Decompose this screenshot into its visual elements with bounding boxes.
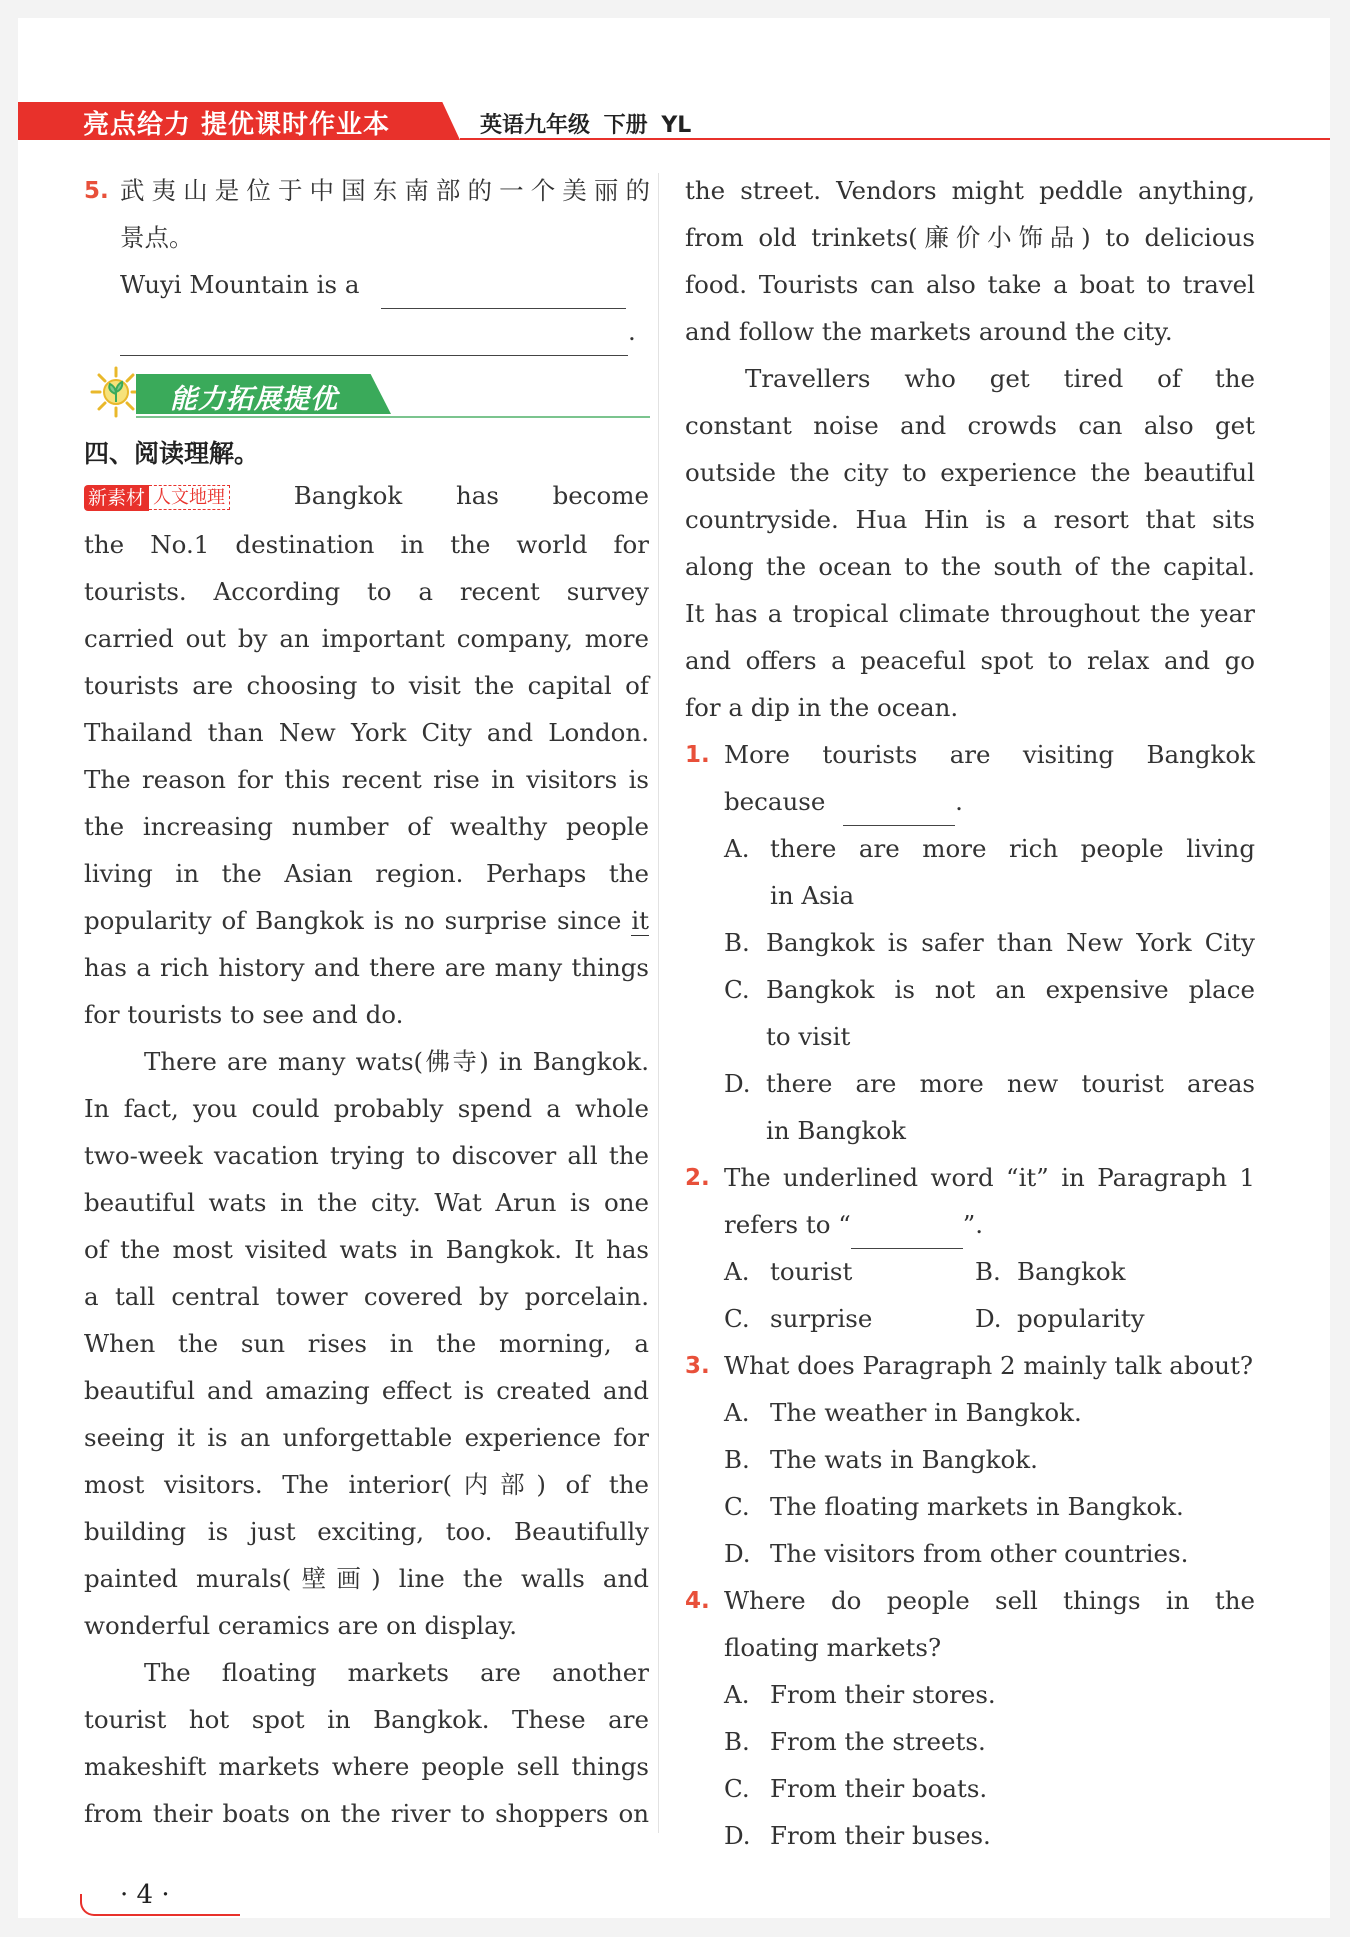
underlined-word: it	[631, 906, 649, 935]
q1-stem-line: More tourists are visiting Bangkok	[724, 740, 1255, 769]
q5-prompt-row	[120, 262, 650, 309]
q1-option-c[interactable]: Bangkok is not an expensive place	[766, 975, 1255, 1004]
q2-option-b[interactable]: Bangkok	[1017, 1257, 1126, 1286]
q3-option-letter: A.	[724, 1398, 750, 1427]
passage-line: for tourists to see and do.	[84, 1000, 404, 1029]
passage-line: The reason for this recent rise in visitors is	[84, 765, 649, 794]
q5-prompt: Wuyi Mountain is a	[120, 270, 360, 299]
q1-option-a-cont: in Asia	[770, 881, 855, 910]
passage-line: tourist hot spot in Bangkok. These are	[84, 1705, 649, 1734]
q1-stem-text: because	[724, 787, 826, 816]
passage-line: the increasing number of wealthy people	[84, 812, 649, 841]
q1-answer-blank[interactable]	[843, 797, 955, 826]
q1-option-c-cont: to visit	[766, 1022, 851, 1051]
q4-option-letter: B.	[724, 1727, 750, 1756]
passage-line: constant noise and crowds can also get	[685, 411, 1255, 440]
q2-stem-text: refers to “	[724, 1210, 851, 1239]
passage-line: There are many wats(佛寺) in Bangkok.	[144, 1047, 649, 1076]
page-header	[18, 86, 1330, 144]
q2-option-d[interactable]: popularity	[1017, 1304, 1145, 1333]
passage-line: When the sun rises in the morning, a	[84, 1329, 649, 1358]
page-number-footer	[80, 1880, 240, 1916]
q2-option-letter: A.	[724, 1257, 750, 1286]
q3-option-b[interactable]: The wats in Bangkok.	[770, 1445, 1038, 1474]
page-number-rule	[110, 1914, 240, 1916]
q5-number: 5.	[84, 178, 109, 204]
passage-text: Bangkok has become	[293, 481, 650, 510]
q3-option-letter: B.	[724, 1445, 750, 1474]
q2-answer-blank[interactable]	[851, 1220, 963, 1249]
passage-line: It has a tropical climate throughout the year	[685, 599, 1255, 628]
passage-line: In fact, you could probably spend a whole	[84, 1094, 649, 1123]
passage-line: wonderful ceramics are on display.	[84, 1611, 518, 1640]
passage-line: countryside. Hua Hin is a resort that sits	[685, 505, 1255, 534]
passage-line	[84, 898, 649, 945]
passage-line: food. Tourists can also take a boat to travel	[685, 270, 1255, 299]
section-title: 四、阅读理解。	[84, 439, 260, 468]
header-rule	[460, 138, 1330, 140]
passage-line: and offers a peaceful spot to relax and go	[685, 646, 1255, 675]
q5-answer-blank-1[interactable]	[381, 280, 626, 309]
q3-number: 3.	[685, 1353, 710, 1379]
passage-line: Thailand than New York City and London.	[84, 718, 649, 747]
q1-option-d-cont: in Bangkok	[766, 1116, 906, 1145]
passage-line: along the ocean to the south of the capital.	[685, 552, 1255, 581]
passage-line: makeshift markets where people sell things	[84, 1752, 649, 1781]
passage-line: two-week vacation trying to discover all the	[84, 1141, 649, 1170]
passage-line: painted murals(壁画) line the walls and	[84, 1564, 649, 1593]
q4-option-c[interactable]: From their boats.	[770, 1774, 988, 1803]
q1-stem-line: because .	[724, 779, 1255, 826]
q3-option-letter: D.	[724, 1539, 751, 1568]
passage-line: outside the city to experience the beautiful	[685, 458, 1255, 487]
q2-option-letter: C.	[724, 1304, 750, 1333]
passage-line: for a dip in the ocean.	[685, 693, 959, 722]
passage-line: the No.1 destination in the world for	[84, 530, 649, 559]
passage-line: has a rich history and there are many things	[84, 953, 649, 982]
q5-answer-blank-2[interactable]	[120, 327, 628, 356]
q1-option-b[interactable]: Bangkok is safer than New York City	[766, 928, 1255, 957]
new-material-tag: 新素材	[84, 485, 149, 511]
series-title: 亮点给力 提优课时作业本	[83, 110, 391, 140]
passage-line: tourists are choosing to visit the capital of	[84, 671, 649, 700]
passage-line: seeing it is an unforgettable experience for	[84, 1423, 649, 1452]
q2-option-letter: D.	[975, 1304, 1002, 1333]
section-banner	[88, 364, 648, 422]
sun-sprout-icon	[88, 364, 144, 420]
q4-option-letter: A.	[724, 1680, 750, 1709]
passage-line: of the most visited wats in Bangkok. It has	[84, 1235, 649, 1264]
q1-number: 1.	[685, 742, 710, 768]
passage-line: beautiful and amazing effect is created and	[84, 1376, 649, 1405]
subject-info: 英语九年级 下册 YL	[480, 113, 692, 138]
q1-option-letter: A.	[724, 834, 750, 863]
q3-option-c[interactable]: The floating markets in Bangkok.	[770, 1492, 1184, 1521]
q2-option-letter: B.	[975, 1257, 1001, 1286]
passage-line	[84, 473, 649, 520]
q1-option-a[interactable]: there are more rich people living	[770, 834, 1255, 863]
passage-line: from old trinkets(廉价小饰品) to delicious	[685, 223, 1255, 252]
passage-line: carried out by an important company, more	[84, 624, 649, 653]
q5-answer-row-2	[120, 309, 650, 356]
passage-text: popularity of Bangkok is no surprise since	[84, 906, 632, 935]
q3-option-letter: C.	[724, 1492, 750, 1521]
passage-line: building is just exciting, too. Beautifully	[84, 1517, 649, 1546]
passage-line: Travellers who get tired of the	[745, 364, 1255, 393]
q3-stem-line: What does Paragraph 2 mainly talk about?	[724, 1351, 1254, 1380]
q2-stem-line: The underlined word “it” in Paragraph 1	[724, 1163, 1255, 1192]
q2-stem-line	[724, 1202, 1255, 1249]
q4-option-d[interactable]: From their buses.	[770, 1821, 991, 1850]
q2-number: 2.	[685, 1165, 710, 1191]
passage-line: the street. Vendors might peddle anything,	[685, 176, 1255, 205]
banner-rule	[136, 416, 650, 418]
passage-line: and follow the markets around the city.	[685, 317, 1173, 346]
passage-line: most visitors. The interior(内部) of the	[84, 1470, 649, 1499]
workbook-page	[18, 18, 1330, 1918]
q4-number: 4.	[685, 1588, 710, 1614]
q4-option-a[interactable]: From their stores.	[770, 1680, 996, 1709]
passage-line: from their boats on the river to shoppers on	[84, 1799, 649, 1828]
q3-option-d[interactable]: The visitors from other countries.	[770, 1539, 1189, 1568]
q2-option-c[interactable]: surprise	[770, 1304, 873, 1333]
q2-option-a[interactable]: tourist	[770, 1257, 853, 1286]
section-banner-title: 能力拓展提优	[170, 384, 338, 415]
q2-stem-end: ”.	[962, 1210, 984, 1239]
page-number-ornament	[80, 1894, 112, 1916]
q5-line-1: 武夷山是位于中国东南部的一个美丽的	[120, 176, 650, 205]
topic-tag: 人文地理	[149, 485, 230, 510]
passage-line: beautiful wats in the city. Wat Arun is one	[84, 1188, 649, 1217]
q1-option-letter: D.	[724, 1069, 751, 1098]
q5-line-2: 景点。	[120, 223, 194, 252]
passage-line: a tall central tower covered by porcelain.	[84, 1282, 649, 1311]
passage-line: tourists. According to a recent survey	[84, 577, 649, 606]
q1-option-letter: B.	[724, 928, 750, 957]
q4-stem-line: Where do people sell things in the	[724, 1586, 1255, 1615]
q4-stem-line: floating markets?	[724, 1633, 942, 1662]
q1-option-letter: C.	[724, 975, 750, 1004]
q4-option-b[interactable]: From the streets.	[770, 1727, 986, 1756]
page-number: · 4 ·	[120, 1880, 170, 1910]
q3-option-a[interactable]: The weather in Bangkok.	[770, 1398, 1082, 1427]
passage-line: living in the Asian region. Perhaps the	[84, 859, 649, 888]
q5-end-mark: .	[628, 317, 636, 346]
column-divider	[658, 173, 659, 1833]
passage-line: The floating markets are another	[144, 1658, 649, 1687]
q4-option-letter: C.	[724, 1774, 750, 1803]
q4-option-letter: D.	[724, 1821, 751, 1850]
q1-option-d[interactable]: there are more new tourist areas	[766, 1069, 1255, 1098]
